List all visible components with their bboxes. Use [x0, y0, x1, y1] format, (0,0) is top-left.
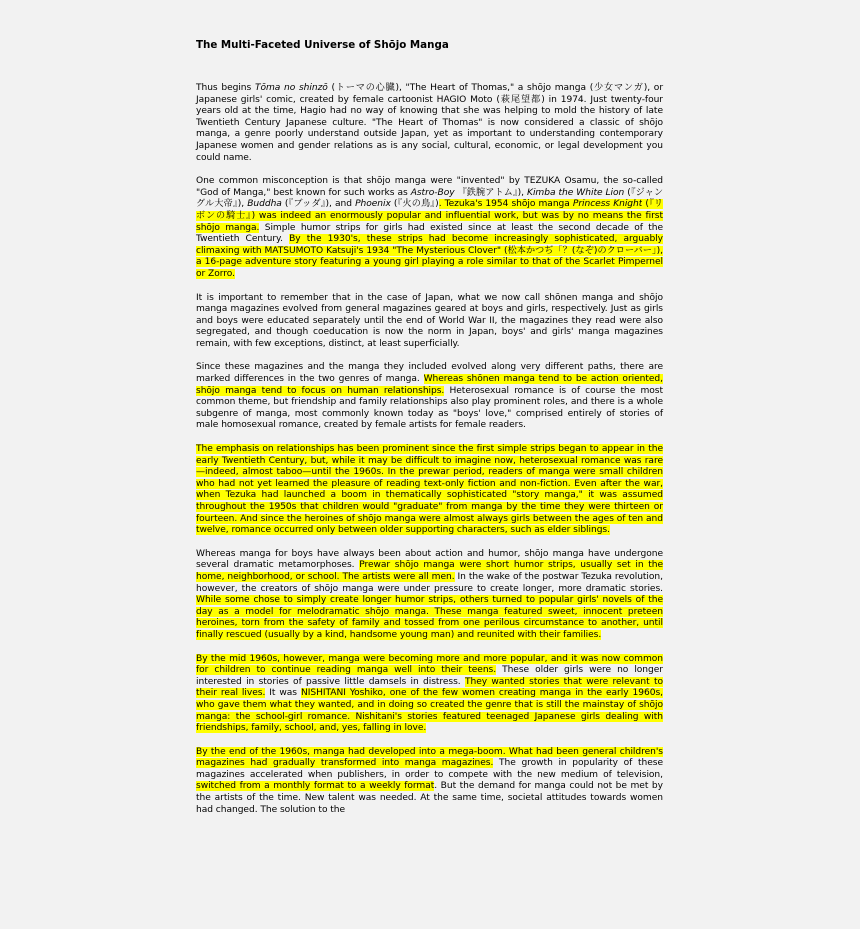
text-run: Since these magazines and the manga they included evolved along very different paths, there are marked differences in the two genres of manga. [196, 362, 663, 385]
text-run: (『ブッダ』), and [281, 199, 356, 210]
text-run: Tōma no shinzō [254, 83, 328, 93]
article-body [196, 83, 663, 816]
highlighted-text: The emphasis on relationships has been prominent since the first simple strips began to appear in the early Twentieth Century, but, while it may be difficult to imagine now, heterosexual romance was rare—indeed, almost taboo—until the 1960s. In the prewar period, readers of manga were small children who had not yet learned the pleasure of reading text-only fiction and non-fiction. Even after the war, when Tezuka had launched a boom in thematically sophisticated "story manga," it was assumed throughout the 1950s that children would "graduate" from manga by the time they were thirteen or fourteen. And since the heroines of shōjo manga were almost always girls between the ages of ten and twelve, romance occurred only between older supporting characters, such as elder siblings. [196, 444, 663, 536]
highlighted-text: Princess Knight [572, 199, 643, 210]
text-run: These older girls were no longer interested in stories of passive little damsels in distress. [196, 665, 663, 687]
text-run: Astro-Boy [410, 187, 455, 198]
highlighted-text: They wanted stories that were relevant to their real lives. [196, 676, 663, 699]
text-run: Kimba the White Lion [527, 187, 625, 198]
text-run: In the wake of the postwar Tezuka revolution, however, the creators of shōjo manga were under pressure to create longer, more dramatic stories. [196, 571, 663, 594]
text-run: Phoenix [355, 199, 391, 210]
highlighted-text: Whereas shōnen manga tend to be action oriented, shōjo manga tend to focus on human relationships. [196, 374, 663, 396]
article-title: The Multi-Faceted Universe of Shōjo Manga [196, 39, 449, 51]
highlighted-text: . Tezuka's 1954 shōjo manga [438, 199, 573, 210]
text-run: Whereas manga for boys have always been about action and humor, shōjo manga have undergone several dramatic metamorphoses. [196, 548, 663, 571]
highlighted-text: While some chose to simply create longer humor strips, others turned to popular girls' novels of the day as a model for melodramatic shōjo manga. These manga featured sweet, innocent preteen heroines, torn from the safety of family and tossed from one perilous circumstance to another, until finally rescued (usually by a kind, handsome young man) and reunited with their families. [196, 595, 663, 640]
text-run: . But the demand for manga could not be met by the artists of the time. New talent was needed. At the same time, societal attitudes towards women had changed. The solution to the [196, 781, 663, 815]
highlighted-text: By the mid 1960s, however, manga were becoming more and more popular, and it was now common for children to continue reading manga well into their teens. [196, 653, 663, 676]
paragraph [196, 549, 663, 642]
text-run: Simple humor strips for girls had existed since at least the second decade of the Twentieth Century. [196, 222, 663, 245]
highlighted-text: By the 1930's, these strips had become increasingly sophisticated, arguably climaxing with MATSUMOTO Katsuji's 1934 "The Mysterious Clover" (松本かつぢ「？(なぞ)のクローバー」), a 16-page adventure story featuring a young girl playing a role similar to that of the Scarlet Pimpernel or Zorro. [196, 234, 663, 279]
highlighted-text: By the end of the 1960s, manga had developed into a mega-boom. What had been general children's magazines had gradually transformed into manga magazines. [196, 746, 663, 769]
paragraph [196, 747, 663, 817]
text-run: It was [265, 688, 301, 699]
text-run: Heterosexual romance is of course the most common theme, but friendship and family relationships also play prominent roles, and there is a whole subgenre of manga, most commonly known today as "boys' love," comprised entirely of stories of male homosexual romance, created by female artists for female readers. [196, 385, 663, 431]
paragraph [196, 444, 663, 537]
paragraph [196, 83, 663, 164]
text-run: 『鉄腕アトム』), [454, 187, 528, 198]
text-run: (『火の鳥』) [390, 199, 439, 210]
text-run: One common misconception is that shōjo manga were "invented" by TEZUKA Osamu, the so-called "God of Manga," best known for such works as [196, 176, 663, 198]
paragraph [196, 293, 663, 351]
highlighted-text: Prewar shōjo manga were short humor strips, usually set in the home, neighborhood, or school. The artists were all men. [196, 560, 663, 582]
paragraph [196, 176, 663, 280]
highlighted-text: switched from a monthly format to a weekly format [196, 781, 435, 792]
text-run: The growth in popularity of these magazines accelerated when publishers, in order to compete with the new medium of television, [196, 758, 663, 780]
text-run: Buddha [247, 199, 282, 210]
text-run: Thus begins [196, 83, 255, 93]
article [196, 38, 663, 828]
highlighted-text: NISHITANI Yoshiko, one of the few women creating manga in the early 1960s, who gave them what they wanted, and in doing so created the genre that is still the mainstay of shōjo manga: the school-girl romance. Nishitani's stories featured teenaged Japanese girls dealing with friendships, family, school, and, yes, falling in love. [196, 688, 664, 734]
paragraph [196, 654, 663, 735]
paragraph [196, 362, 663, 432]
text-run: It is important to remember that in the case of Japan, what we now call shōnen manga and shōjo manga magazines evolved from general magazines geared at boys and girls, respectively. Just as girls and boys were educated separately until the end of World War II, the magazines they read were also segregated, and though coeducation is now the norm in Japan, boys' and girls' manga magazines remain, with few exceptions, distinct, at least superficially. [196, 292, 663, 349]
highlighted-text: (『リボンの騎士』) was indeed an enormously popular and influential work, but was by no means the first shōjo manga. [196, 199, 663, 233]
text-run: (トーマの心臓), "The Heart of Thomas," a shōjo manga (少女マンガ), or Japanese girls' comic, created by female cartoonist HAGIO Moto (萩尾望都) in 1974. Just twenty-four years old at the time, Hagio had no way of knowing that she was helping to mold the history of late Twentieth Century Japanese culture. "The Heart of Thomas" is now considered a classic of shōjo manga, a genre poorly understand outside Japan, yet as important to understanding contemporary Japanese women and gender relations as is any social, cultural, economic, or legal development you could name. [196, 83, 664, 163]
text-run: (『ジャングル大帝』), [196, 187, 663, 210]
